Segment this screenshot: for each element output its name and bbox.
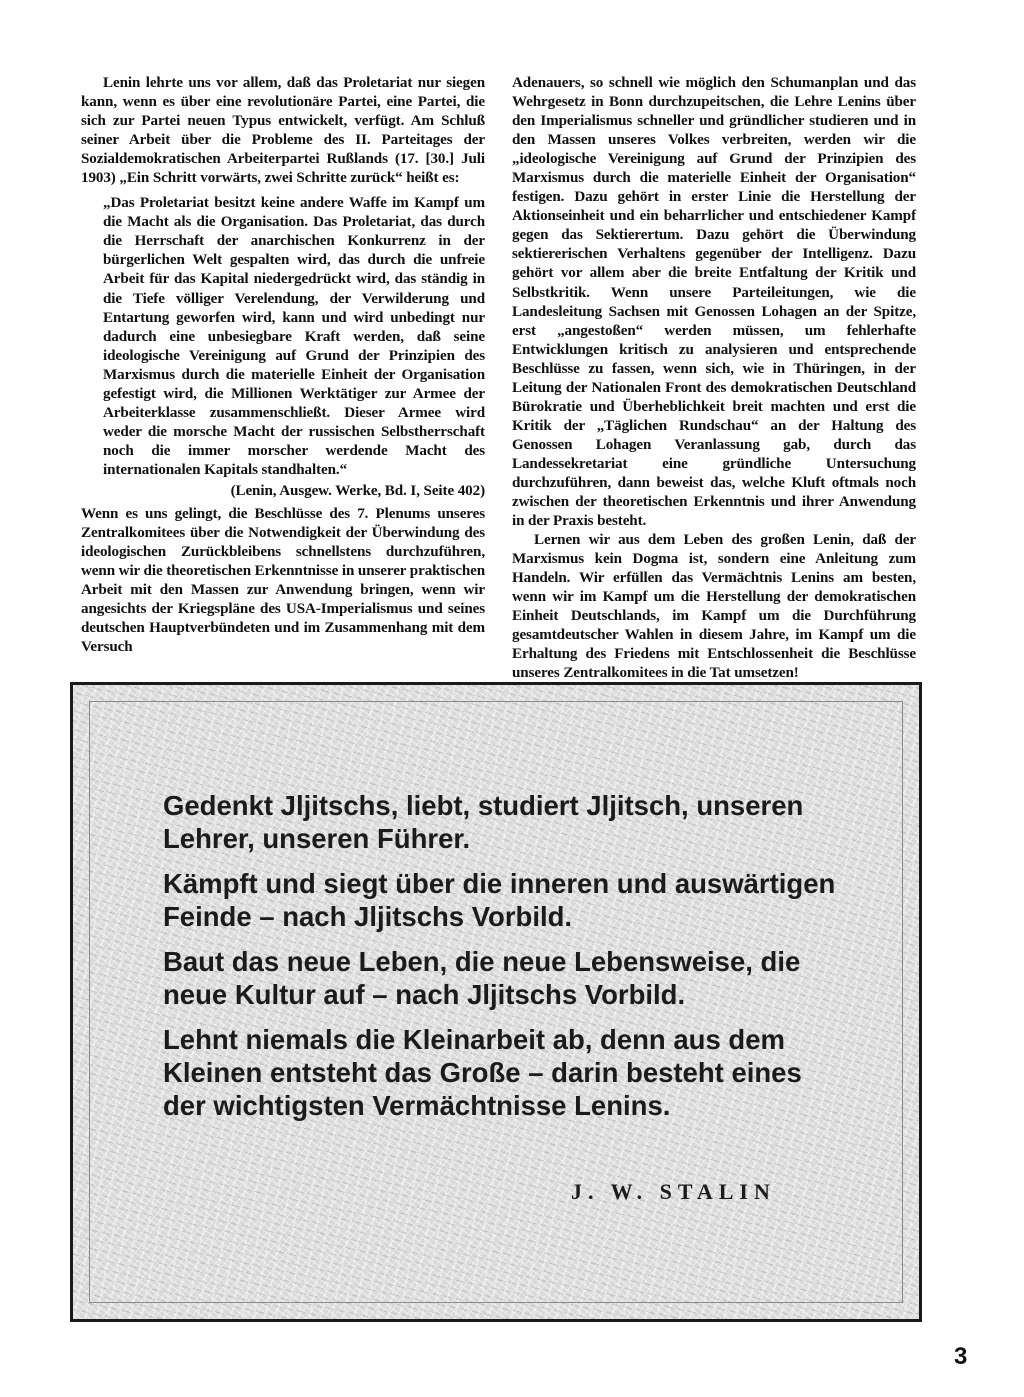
page-number: 3	[954, 1343, 968, 1370]
paragraph-continuation: Adenauers, so schnell wie möglich den Schumanplan und das Wehrgesetz in Bonn durchzupeitschen, die Lehre Lenins über den Imperialismus schneller und gründlicher studieren und in den Massen unseres Volkes verbreiten, werden wir die „ideologische Vereinigung auf Grund der Prinzipien des Marxismus durch die materielle Einheit der Organisation“ festigen. Dazu gehört in erster Linie die Herstellung der Aktionseinheit und ein beharrlicher und entschiedener Kampf gegen das Sektierertum. Dazu gehört die Überwindung sektiererischen Verhaltens gegenüber der Intelligenz. Dazu gehört vor allem aber die breite Entfaltung der Kritik und Selbstkritik. Wenn unsere Parteileitungen, wie die Landesleitung Sachsen mit Genossen Lohagen an der Spitze, erst „angestoßen“ werden müssen, um fehlerhafte Entwicklungen kritisch zu analysieren und entsprechende Beschlüsse zu fassen, wenn sich, wie in Thüringen, in der Leitung der Nationalen Front des demokratischen Deutschland Bürokratie und Überheblichkeit breit machten und erst die Kritik der „Täglichen Rundschau“ an der Haltung des Genossen Lohagen Veranlassung gab, durch das Landessekretariat eine gründliche Untersuchung durchzuführen, dann beweist das, welche Kluft oftmals noch zwischen der theoretischen Erkenntnis und ihrer Anwendung in der Praxis besteht.	[512, 75, 916, 530]
stalin-quote-line: Kämpft und siegt über die inneren und auswärtigen Feinde – nach Jljitschs Vorbild.	[163, 868, 836, 932]
quote-citation: (Lenin, Ausgew. Werke, Bd. I, Seite 402)	[230, 482, 485, 499]
stalin-quote-banner	[70, 682, 922, 1322]
paragraph-conclusion: Lernen wir aus dem Leben des großen Lenin, daß der Marxismus kein Dogma ist, sondern eine Anleitung zum Handeln. Wir erfüllen das Vermächtnis Lenins am besten, wenn wir im Kampf um die Herstellung der demokratischen Einheit Deutschlands, im Kampf um die Durchführung gesamtdeutscher Wahlen in diesem Jahre, im Kampf um die Erhaltung des Friedens mit Entschlossenheit die Beschlüsse unseres Zentralkomitees in die Tat umsetzen!	[512, 532, 916, 682]
stalin-quote-line: Gedenkt Jljitschs, liebt, studiert Jljitsch, unseren Lehrer, unseren Führer.	[163, 790, 804, 854]
stalin-quote-line: Baut das neue Leben, die neue Lebensweise, die neue Kultur auf – nach Jljitschs Vorbild.	[163, 946, 801, 1010]
article-column-left	[81, 74, 485, 657]
stalin-signature: J. W. STALIN	[571, 1179, 776, 1204]
stalin-quote-line: Lehnt niemals die Kleinarbeit ab, denn aus dem Kleinen entsteht das Große – darin besteht eines der wichtigsten Vermächtnisse Lenins.	[163, 1024, 802, 1121]
article-column-right	[512, 74, 916, 684]
paragraph-intro: Lenin lehrte uns vor allem, daß das Proletariat nur siegen kann, wenn es über eine revolutionäre Partei, eine Partei, die sich zur Partei neuen Typus entwickelt, verfügt. Am Schluß seiner Arbeit über die Probleme des II. Parteitages der Sozialdemokratischen Arbeiterpartei Rußlands (17. [30.] Juli 1903) „Ein Schritt vorwärts, zwei Schritte zurück“ heißt es:	[81, 75, 485, 187]
lenin-quote: „Das Proletariat besitzt keine andere Waffe im Kampf um die Macht als die Organisation. Das Proletariat, das durch die Herrschaft der anarchischen Konkurrenz in der bürgerlichen Welt gespalten wird, das durch die unfreie Arbeit für das Kapital niedergedrückt wird, das ständig in die Tiefe völliger Verelendung, der Verwilderung und Entartung geworfen wird, kann und wird unbedingt nur dadurch eine unbesiegbare Kraft werden, daß seine ideologische Vereinigung auf Grund der Prinzipien des Marxismus durch die materielle Einheit der Organisation gefestigt wird, die Millionen Werktätiger zur Armee der Arbeiterklasse zusammenschließt. Dieser Armee wird weder die morsche Macht der russischen Selbstherrschaft noch die immer morscher werdende Macht des internationalen Kapitals standhalten.“	[103, 195, 485, 478]
stalin-quote-text	[163, 789, 843, 1134]
paragraph-plenum: Wenn es uns gelingt, die Beschlüsse des 7. Plenums unseres Zentralkomitees über die Notwendigkeit der Überwindung des ideologischen Zurückbleibens schnellstens durchzuführen, wenn wir die theoretischen Erkenntnisse in unserer praktischen Arbeit mit den Massen zur Anwendung bringen, wenn wir angesichts der Kriegspläne des USA-Imperialismus und seines deutschen Hauptverbündeten und im Zusammenhang mit dem Versuch	[81, 506, 486, 656]
